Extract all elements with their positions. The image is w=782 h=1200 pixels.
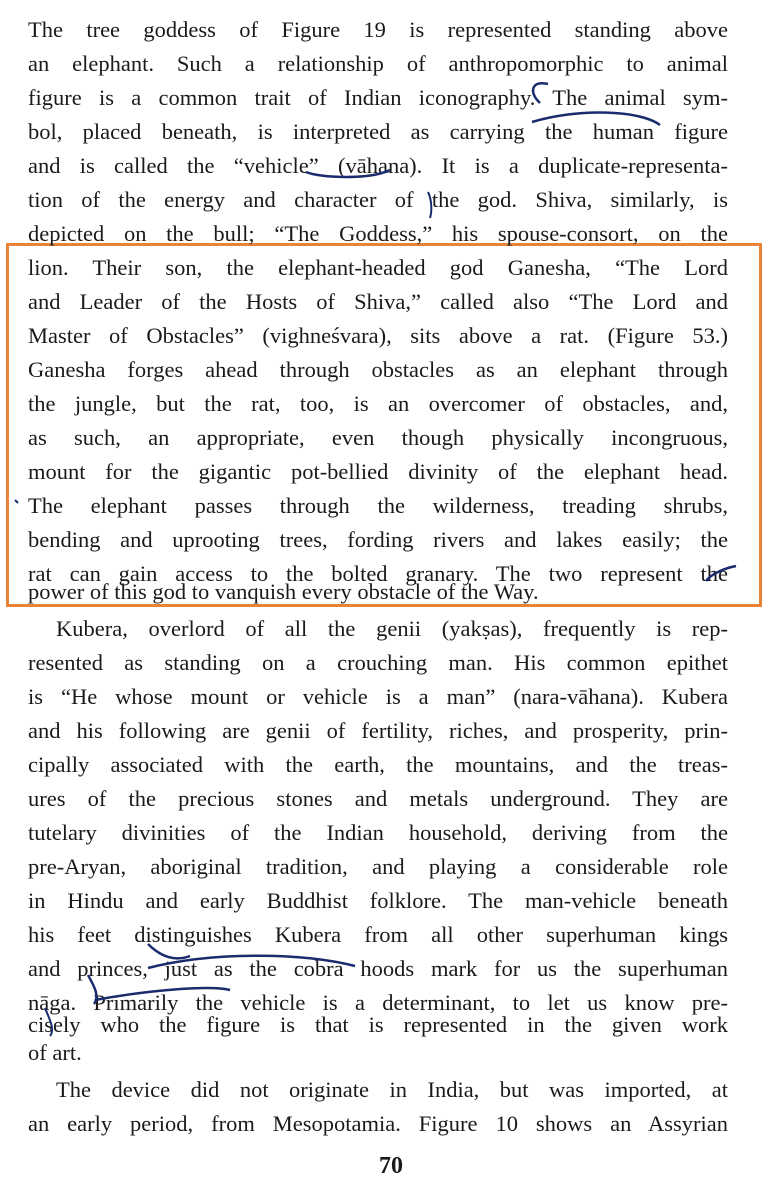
text-line: and is called the “vehicle” (vāhana). It is a duplicate-representa-: [28, 153, 728, 178]
text-line: figure is a common trait of Indian iconography. The animal sym-: [28, 85, 728, 110]
text-line: his feet distinguishes Kubera from all other superhuman kings: [28, 922, 728, 947]
text-line: Master of Obstacles” (vighneśvara), sits above a rat. (Figure 53.): [28, 323, 728, 348]
text-line: as such, an appropriate, even though physically incongruous,: [28, 425, 728, 450]
text-line: in Hindu and early Buddhist folklore. The man-vehicle beneath: [28, 888, 728, 913]
text-line: an early period, from Mesopotamia. Figure 10 shows an Assyrian: [28, 1111, 728, 1136]
text-line: ures of the precious stones and metals underground. They are: [28, 786, 728, 811]
page-number: 70: [379, 1153, 403, 1179]
text-line: The elephant passes through the wilderness, treading shrubs,: [28, 493, 728, 518]
text-line: bending and uprooting trees, fording rivers and lakes easily; the: [28, 527, 728, 552]
text-line: The device did not originate in India, but was imported, at: [56, 1077, 728, 1102]
text-line: pre-Aryan, aboriginal tradition, and playing a considerable role: [28, 854, 728, 879]
text-line: rat can gain access to the bolted granary. The two represent the: [28, 561, 728, 586]
text-line: and his following are genii of fertility, riches, and prosperity, prin-: [28, 718, 728, 743]
text-line: resented as standing on a crouching man. His common epithet: [28, 650, 728, 675]
text-line: is “He whose mount or vehicle is a man” (nara-vāhana). Kubera: [28, 684, 728, 709]
text-line: lion. Their son, the elephant-headed god Ganesha, “The Lord: [28, 255, 728, 280]
text-line: tion of the energy and character of the god. Shiva, similarly, is: [28, 187, 728, 212]
text-line: an elephant. Such a relationship of anthropomorphic to animal: [28, 51, 728, 76]
text-line: Ganesha forges ahead through obstacles as an elephant through: [28, 357, 728, 382]
text-line: Kubera, overlord of all the genii (yakṣas), frequently is rep-: [56, 616, 728, 641]
text-line: cipally associated with the earth, the mountains, and the treas-: [28, 752, 728, 777]
text-line: mount for the gigantic pot-bellied divinity of the elephant head.: [28, 459, 728, 484]
text-line: bol, placed beneath, is interpreted as carrying the human figure: [28, 119, 728, 144]
text-line: of art.: [28, 1040, 82, 1065]
text-line: tutelary divinities of the Indian household, deriving from the: [28, 820, 728, 845]
text-line: cisely who the figure is that is represented in the given work: [28, 1012, 728, 1037]
text-line: the jungle, but the rat, too, is an overcomer of obstacles, and,: [28, 391, 728, 416]
text-line: nāga. Primarily the vehicle is a determinant, to let us know pre-: [28, 990, 728, 1015]
text-line: and Leader of the Hosts of Shiva,” called also “The Lord and: [28, 289, 728, 314]
text-line: depicted on the bull; “The Goddess,” his spouse-consort, on the: [28, 221, 728, 246]
text-line: power of this god to vanquish every obstacle of the Way.: [28, 579, 539, 604]
text-line: and princes, just as the cobra hoods mark for us the superhuman: [28, 956, 728, 981]
text-line: The tree goddess of Figure 19 is represented standing above: [28, 17, 728, 42]
